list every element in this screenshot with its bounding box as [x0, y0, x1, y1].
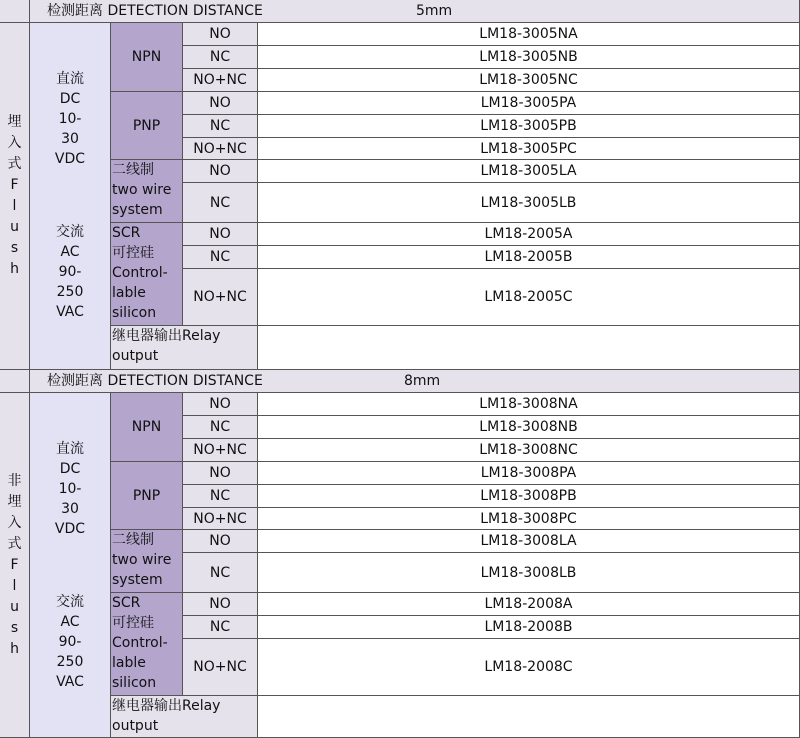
model-cell: LM18-3005PC — [258, 138, 800, 160]
model-cell: LM18-3005PA — [258, 92, 800, 115]
mode-cell: NC — [183, 115, 258, 138]
type-relay: 继电器输出Relay output — [111, 326, 258, 370]
model-cell: LM18-3005LB — [258, 183, 800, 223]
section-2-power-supply — [30, 393, 111, 738]
mode-cell: NO+NC — [183, 439, 258, 462]
mode-cell: NC — [183, 416, 258, 439]
model-cell: LM18-3005NA — [258, 23, 800, 46]
model-cell: LM18-2005B — [258, 246, 800, 269]
section-2-mount-type: 非 埋 入 式 F l u s h — [0, 393, 30, 738]
type-pnp: PNP — [111, 92, 183, 160]
section-2-header-spacer — [0, 370, 30, 393]
mode-cell: NC — [183, 183, 258, 223]
mode-cell: NO — [183, 160, 258, 183]
model-cell: LM18-3005NB — [258, 46, 800, 69]
mode-cell: NC — [183, 553, 258, 593]
type-two-wire: 二线制 two wire system — [111, 530, 183, 593]
relay-model-empty — [258, 326, 800, 370]
mode-cell: NO+NC — [183, 269, 258, 326]
type-scr: SCR 可控硅 Control- lable silicon — [111, 223, 183, 326]
model-cell: LM18-3005NC — [258, 69, 800, 92]
model-cell: LM18-3008NA — [258, 393, 800, 416]
mode-cell: NO — [183, 462, 258, 485]
detection-distance-value: 8mm — [404, 373, 441, 389]
model-cell: LM18-3005PB — [258, 115, 800, 138]
type-npn: NPN — [111, 393, 183, 462]
model-cell: LM18-3008PA — [258, 462, 800, 485]
model-cell: LM18-2005A — [258, 223, 800, 246]
mode-cell: NO — [183, 530, 258, 553]
section-1-mount-type: 埋 入 式 F l u s h — [0, 23, 30, 370]
type-npn: NPN — [111, 23, 183, 92]
detection-distance-label: 检测距离 DETECTION DISTANCE — [47, 3, 263, 19]
mode-cell: NO+NC — [183, 508, 258, 530]
mode-cell: NO — [183, 593, 258, 616]
model-cell: LM18-2008A — [258, 593, 800, 616]
mode-cell: NO+NC — [183, 639, 258, 696]
mode-cell: NO — [183, 23, 258, 46]
model-cell: LM18-3008NB — [258, 416, 800, 439]
section-1-power-supply — [30, 23, 111, 370]
type-pnp: PNP — [111, 462, 183, 530]
power-ac: 交流 AC 90- 250 VAC — [56, 594, 84, 690]
type-scr: SCR 可控硅 Control- lable silicon — [111, 593, 183, 696]
detection-distance-value: 5mm — [416, 3, 453, 19]
section-1-header-spacer — [0, 0, 30, 23]
model-cell: LM18-3008PC — [258, 508, 800, 530]
section-1-header — [30, 0, 800, 23]
mode-cell: NO — [183, 393, 258, 416]
mode-cell: NC — [183, 485, 258, 508]
relay-model-empty — [258, 696, 800, 738]
power-dc: 直流 DC 10- 30 VDC — [54, 441, 86, 537]
model-cell: LM18-3008PB — [258, 485, 800, 508]
type-two-wire: 二线制 two wire system — [111, 160, 183, 223]
mode-cell: NO+NC — [183, 138, 258, 160]
mode-cell: NO — [183, 223, 258, 246]
section-2-header — [30, 370, 800, 393]
model-cell: LM18-2008C — [258, 639, 800, 696]
type-relay: 继电器输出Relay output — [111, 696, 258, 738]
mode-cell: NC — [183, 246, 258, 269]
model-cell: LM18-3008NC — [258, 439, 800, 462]
model-cell: LM18-2008B — [258, 616, 800, 639]
model-cell: LM18-3008LA — [258, 530, 800, 553]
model-cell: LM18-3008LB — [258, 553, 800, 593]
power-dc: 直流 DC 10- 30 VDC — [54, 71, 86, 167]
mode-cell: NC — [183, 616, 258, 639]
mode-cell: NC — [183, 46, 258, 69]
mode-cell: NO — [183, 92, 258, 115]
model-cell: LM18-2005C — [258, 269, 800, 326]
power-ac: 交流 AC 90- 250 VAC — [56, 224, 84, 320]
model-cell: LM18-3005LA — [258, 160, 800, 183]
detection-distance-label: 检测距离 DETECTION DISTANCE — [47, 373, 263, 389]
mode-cell: NO+NC — [183, 69, 258, 92]
